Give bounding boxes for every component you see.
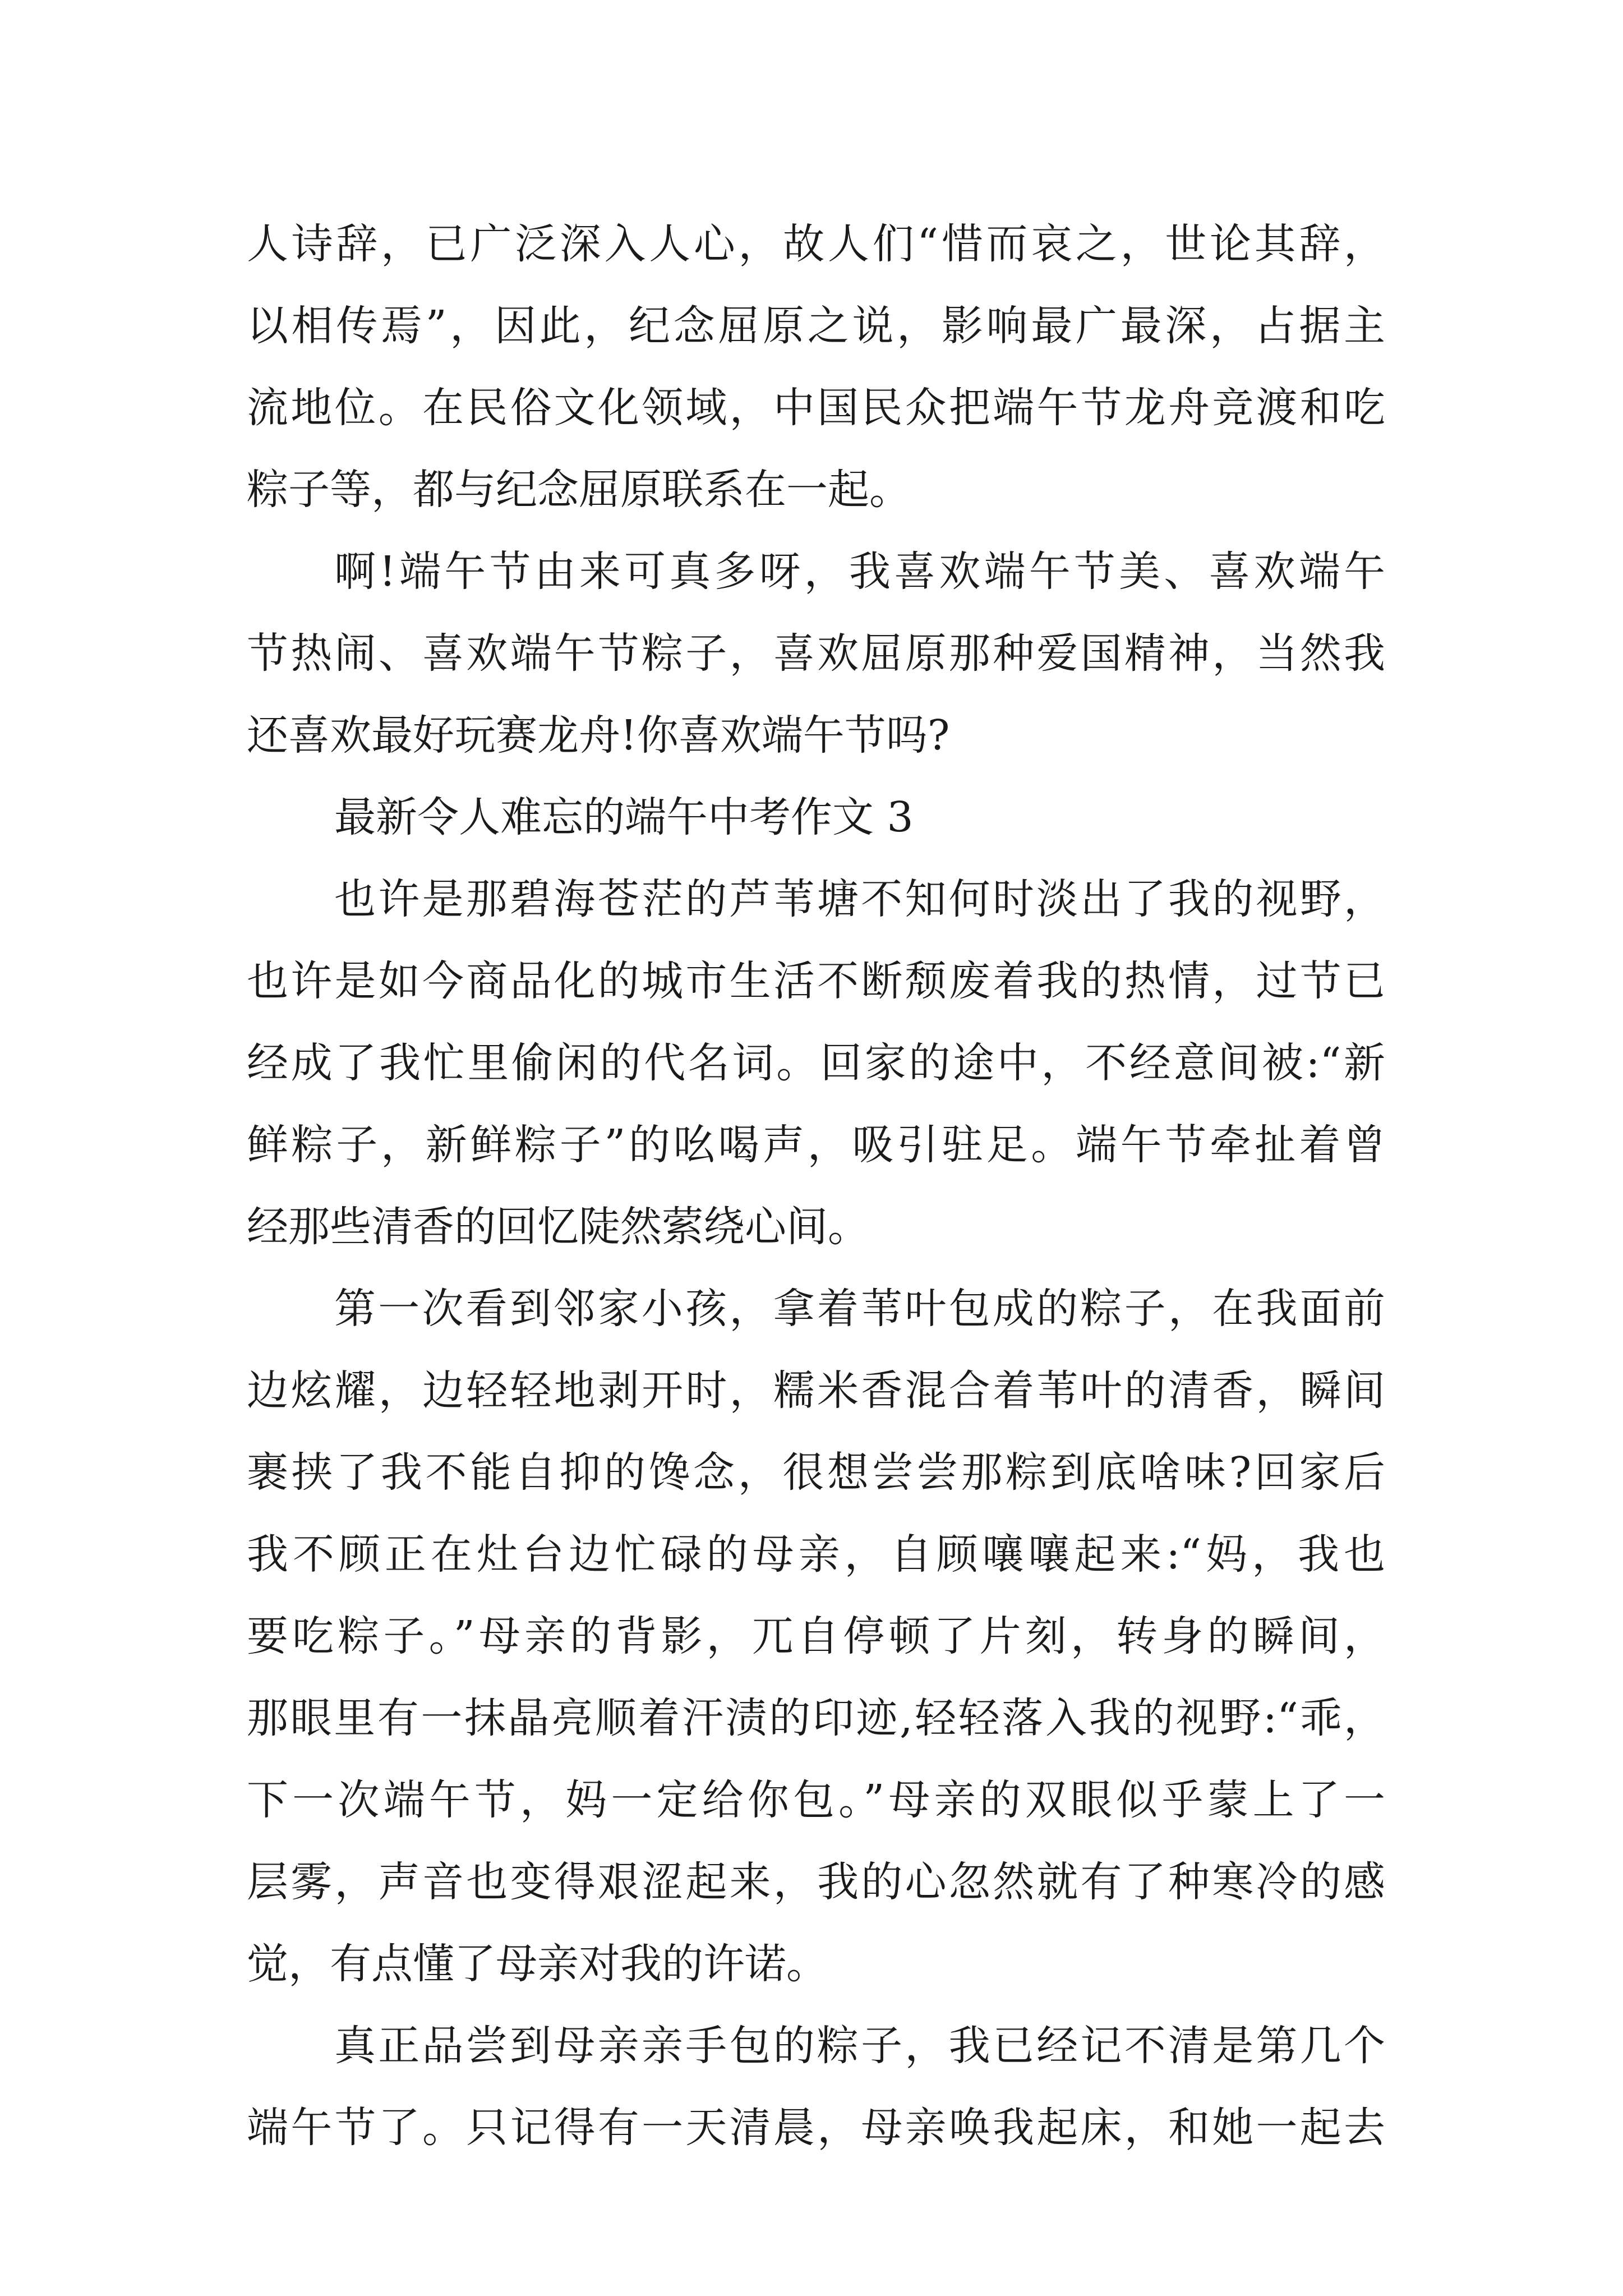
paragraph-first-line: 第一次看到邻家小孩，拿着苇叶包成的粽子，在我面前: [334, 1285, 1385, 1333]
text-line: 还喜欢最好玩赛龙舟!你喜欢端午节吗?: [247, 711, 950, 760]
text-line: 我不顾正在灶台边忙碌的母亲，自顾嚷嚷起来:“妈，我也: [247, 1530, 1385, 1579]
text-line: 经那些清香的回忆陡然萦绕心间。: [247, 1203, 869, 1251]
paragraph-first-line: 啊!端午节由来可真多呀，我喜欢端午节美、喜欢端午: [334, 547, 1385, 596]
text-line: 下一次端午节，妈一定给你包。”母亲的双眼似乎蒙上了一: [247, 1776, 1385, 1824]
text-line: 要吃粽子。”母亲的背影，兀自停顿了片刻，转身的瞬间，: [247, 1612, 1385, 1660]
section-heading: 最新令人难忘的端午中考作文 3: [334, 793, 914, 841]
text-line: 边炫耀，边轻轻地剥开时，糯米香混合着苇叶的清香，瞬间: [247, 1366, 1385, 1415]
text-line: 经成了我忙里偷闲的代名词。回家的途中，不经意间被:“新: [247, 1039, 1385, 1087]
text-line: 裹挟了我不能自抑的馋念，很想尝尝那粽到底啥味?回家后: [247, 1448, 1385, 1497]
text-line: 觉，有点懂了母亲对我的许诺。: [247, 1940, 828, 1988]
text-line: 也许是如今商品化的城市生活不断颓废着我的热情，过节已: [247, 957, 1385, 1005]
text-line: 端午节了。只记得有一天清晨，母亲唤我起床，和她一起去: [247, 2104, 1385, 2152]
text-line: 人诗辞，已广泛深入人心，故人们“惜而哀之，世论其辞，: [247, 220, 1385, 268]
text-line: 以相传焉”，因此，纪念屈原之说，影响最广最深，占据主: [247, 302, 1385, 350]
paragraph-first-line: 也许是那碧海苍茫的芦苇塘不知何时淡出了我的视野，: [334, 875, 1385, 923]
document-body: [247, 203, 1385, 2169]
text-line: 流地位。在民俗文化领域，中国民众把端午节龙舟竞渡和吃: [247, 384, 1385, 432]
text-line: 节热闹、喜欢端午节粽子，喜欢屈原那种爱国精神，当然我: [247, 629, 1385, 678]
text-line: 粽子等，都与纪念屈原联系在一起。: [247, 466, 911, 514]
text-line: 鲜粽子，新鲜粽子”的吆喝声，吸引驻足。端午节牵扯着曾: [247, 1121, 1385, 1169]
paragraph-first-line: 真正品尝到母亲亲手包的粽子，我已经记不清是第几个: [334, 2022, 1385, 2070]
text-line: 层雾，声音也变得艰涩起来，我的心忽然就有了种寒冷的感: [247, 1858, 1385, 1906]
text-line: 那眼里有一抹晶亮顺着汗渍的印迹,轻轻落入我的视野:“乖，: [247, 1694, 1385, 1742]
